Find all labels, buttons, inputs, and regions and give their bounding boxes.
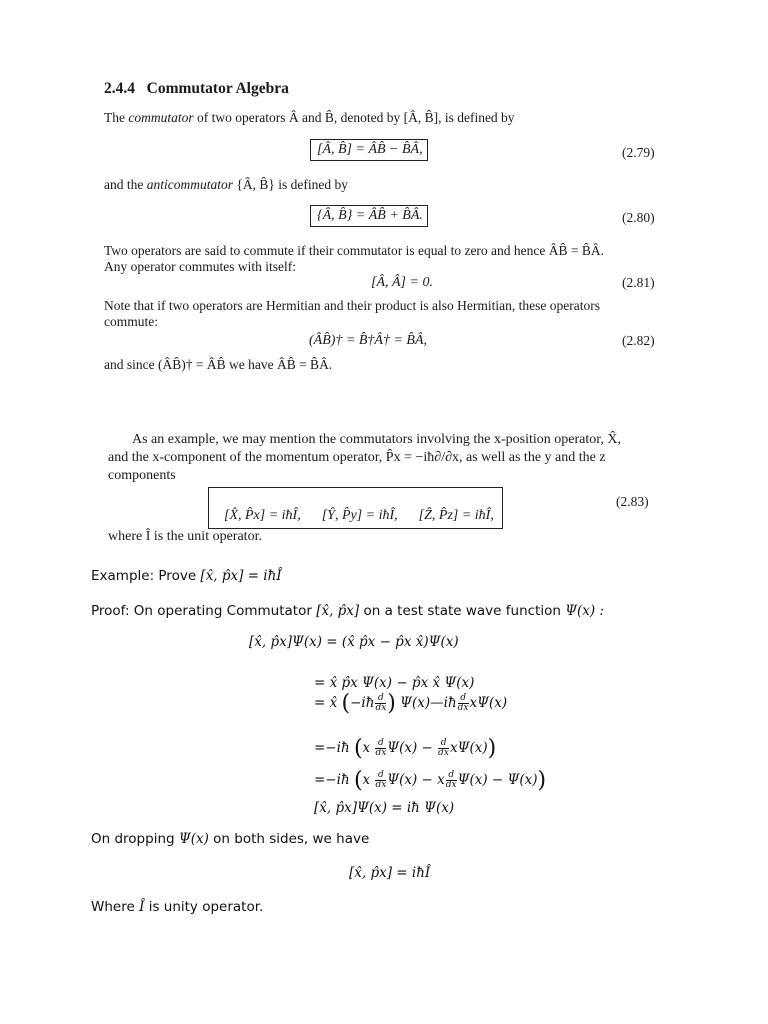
equation-2-79: [Â, B̂] = ÂB̂ − B̂Â, xyxy=(310,139,428,161)
equation-number-2-80: (2.80) xyxy=(622,210,655,225)
paragraph-commutator-def: The commutator of two operators Â and B̂, denoted by [Â, B̂], is defined by xyxy=(104,110,515,125)
paragraph-anticommutator-def: and the anticommutator {Â, B̂} is defined by xyxy=(104,177,348,192)
proof-step-6: [x̂, p̂x]Ψ(x) = iħ Ψ(x) xyxy=(314,800,455,816)
term-commutator: commutator xyxy=(128,110,194,125)
paragraph-commute-line1: Two operators are said to commute if their commutator is equal to zero and hence ÂB̂ = B̂Â. xyxy=(104,243,605,258)
example-commutator: [x̂, p̂x] = iħÎ xyxy=(200,568,282,584)
example-statement: Example: Prove [x̂, p̂x] = iħÎ xyxy=(91,568,282,584)
paragraph-since: and since (ÂB̂)† = ÂB̂ we have ÂB̂ = B̂Â. xyxy=(104,357,333,372)
proof-step-2: = x̂ p̂x Ψ(x) − p̂x x̂ Ψ(x) xyxy=(314,675,475,691)
proof-step-4: =−iħ (x $\frac{d}{dx}$ Ψ(x) − $\frac{d}{dx}$ xΨ(x)) xyxy=(314,736,497,761)
section-heading xyxy=(104,80,289,98)
paragraph-unit-operator: where Î is the unit operator. xyxy=(108,529,262,544)
section-number: 2.4.4 xyxy=(104,80,135,97)
dropping-line: On dropping Ψ(x) on both sides, we have xyxy=(91,831,370,847)
paragraph-commute-line2: Any operator commutes with itself: xyxy=(104,259,296,274)
equation-2-82: (ÂB̂)† = B̂†Â† = B̂Â, xyxy=(309,333,428,348)
paragraph-example-line3: components xyxy=(108,468,176,483)
equation-number-2-79: (2.79) xyxy=(622,145,655,160)
equation-2-81: [Â, Â] = 0. xyxy=(371,275,433,290)
paragraph-example-line1: As an example, we may mention the commutators involving the x-position operator, X̂, xyxy=(132,432,621,447)
proof-step-3: = x̂ (−iħ $\frac{d}{dx}$ ) Ψ(x)—iħ $\frac{d}{dx}$ xΨ(x) xyxy=(314,691,508,716)
where-line: Where Î is unity operator. xyxy=(91,899,264,915)
term-anticommutator: anticommutator xyxy=(146,177,233,192)
equation-2-83: [X̂, P̂x] = iħÎ, [Ŷ, P̂y] = iħÎ, [Ẑ, P̂z] = iħÎ, xyxy=(208,487,503,529)
paragraph-example-line2: and the x-component of the momentum operator, P̂x = −iħ∂/∂x, as well as the y and the z xyxy=(108,450,606,465)
equation-number-2-82: (2.82) xyxy=(622,333,655,348)
proof-line: Proof: On operating Commutator [x̂, p̂x] on a test state wave function Ψ(x) : xyxy=(91,603,605,619)
paragraph-hermitian-line2: commute: xyxy=(104,314,158,329)
proof-step-5: =−iħ (x $\frac{d}{dx}$ Ψ(x) − x $\frac{d}{dx}$ Ψ(x) − Ψ(x)) xyxy=(314,768,547,793)
section-title: Commutator Algebra xyxy=(146,80,289,97)
proof-step-1: [x̂, p̂x]Ψ(x) = (x̂ p̂x − p̂x x̂)Ψ(x) xyxy=(249,634,459,650)
equation-2-80: {Â, B̂} = ÂB̂ + B̂Â. xyxy=(310,205,428,227)
equation-number-2-83: (2.83) xyxy=(616,494,649,509)
paragraph-hermitian-line1: Note that if two operators are Hermitian and their product is also Hermitian, these operators xyxy=(104,298,600,313)
equation-number-2-81: (2.81) xyxy=(622,275,655,290)
proof-result: [x̂, p̂x] = iħÎ xyxy=(349,865,431,881)
